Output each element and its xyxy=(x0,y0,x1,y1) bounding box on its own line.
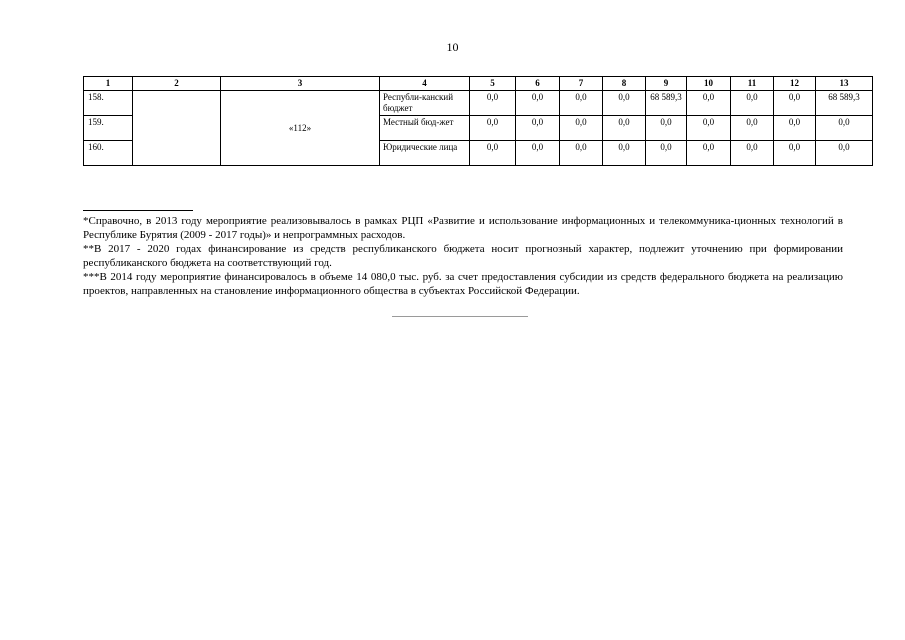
footnotes xyxy=(83,214,843,298)
footnote-2: **В 2017 - 2020 годах финансирование из средств республиканского бюджета носит прогнозный характер, подлежит уточнению при формировании республиканского бюджета на соответствующий год. xyxy=(83,243,843,269)
value-cell: 0,0 xyxy=(731,116,774,141)
value-cell: 0,0 xyxy=(603,116,646,141)
funding-source: Местный бюд-жет xyxy=(380,116,470,141)
value-cell: 0,0 xyxy=(731,91,774,116)
header-cell: 10 xyxy=(687,77,731,91)
value-cell: 0,0 xyxy=(816,141,873,166)
footnote-3: ***В 2014 году мероприятие финансировалось в объеме 14 080,0 тыс. руб. за счет предоставления субсидии из средств федерального бюджета на реализацию проектов, направленных на становление информационного общества в субъектах Российской Федерации. xyxy=(83,271,843,297)
footnote-1: *Справочно, в 2013 году мероприятие реализовывалось в рамках РЦП «Развитие и использование информационных и телекоммуника-ционных технологий в Республике Бурятия (2009 - 2017 годы)» и непрограммных расходов. xyxy=(83,215,843,241)
row-number: 158. xyxy=(84,91,133,116)
header-cell: 6 xyxy=(516,77,560,91)
header-cell: 3 xyxy=(221,77,380,91)
value-cell: 0,0 xyxy=(470,116,516,141)
funding-source: Республи-канский бюджет xyxy=(380,91,470,116)
header-cell: 9 xyxy=(646,77,687,91)
value-cell: 0,0 xyxy=(687,91,731,116)
value-cell: 0,0 xyxy=(470,91,516,116)
row-number: 160. xyxy=(84,141,133,166)
value-cell: 0,0 xyxy=(687,116,731,141)
value-cell: 0,0 xyxy=(774,141,816,166)
value-cell: 0,0 xyxy=(603,141,646,166)
value-cell: 0,0 xyxy=(774,91,816,116)
header-cell: 5 xyxy=(470,77,516,91)
funding-source: Юридические лица xyxy=(380,141,470,166)
end-separator xyxy=(392,316,528,317)
table-header-row xyxy=(84,77,873,91)
table-row xyxy=(84,91,873,116)
value-cell: 0,0 xyxy=(560,141,603,166)
value-cell: 0,0 xyxy=(560,91,603,116)
budget-table xyxy=(83,76,873,166)
value-cell: 0,0 xyxy=(603,91,646,116)
footnote-separator xyxy=(83,210,193,211)
value-cell: 0,0 xyxy=(731,141,774,166)
value-cell: 0,0 xyxy=(516,141,560,166)
header-cell: 13 xyxy=(816,77,873,91)
header-cell: 7 xyxy=(560,77,603,91)
header-cell: 12 xyxy=(774,77,816,91)
merged-cell-col2 xyxy=(133,91,221,166)
value-cell: 68 589,3 xyxy=(646,91,687,116)
merged-cell-col3: «112» xyxy=(221,91,380,166)
page-number: 10 xyxy=(446,40,459,54)
header-cell: 4 xyxy=(380,77,470,91)
header-cell: 2 xyxy=(133,77,221,91)
row-number: 159. xyxy=(84,116,133,141)
value-cell: 0,0 xyxy=(687,141,731,166)
header-cell: 11 xyxy=(731,77,774,91)
value-cell: 0,0 xyxy=(560,116,603,141)
header-cell: 1 xyxy=(84,77,133,91)
value-cell: 0,0 xyxy=(774,116,816,141)
value-cell: 0,0 xyxy=(516,91,560,116)
value-cell: 0,0 xyxy=(646,116,687,141)
value-cell: 0,0 xyxy=(516,116,560,141)
value-cell: 0,0 xyxy=(816,116,873,141)
header-cell: 8 xyxy=(603,77,646,91)
value-cell: 68 589,3 xyxy=(816,91,873,116)
value-cell: 0,0 xyxy=(646,141,687,166)
value-cell: 0,0 xyxy=(470,141,516,166)
